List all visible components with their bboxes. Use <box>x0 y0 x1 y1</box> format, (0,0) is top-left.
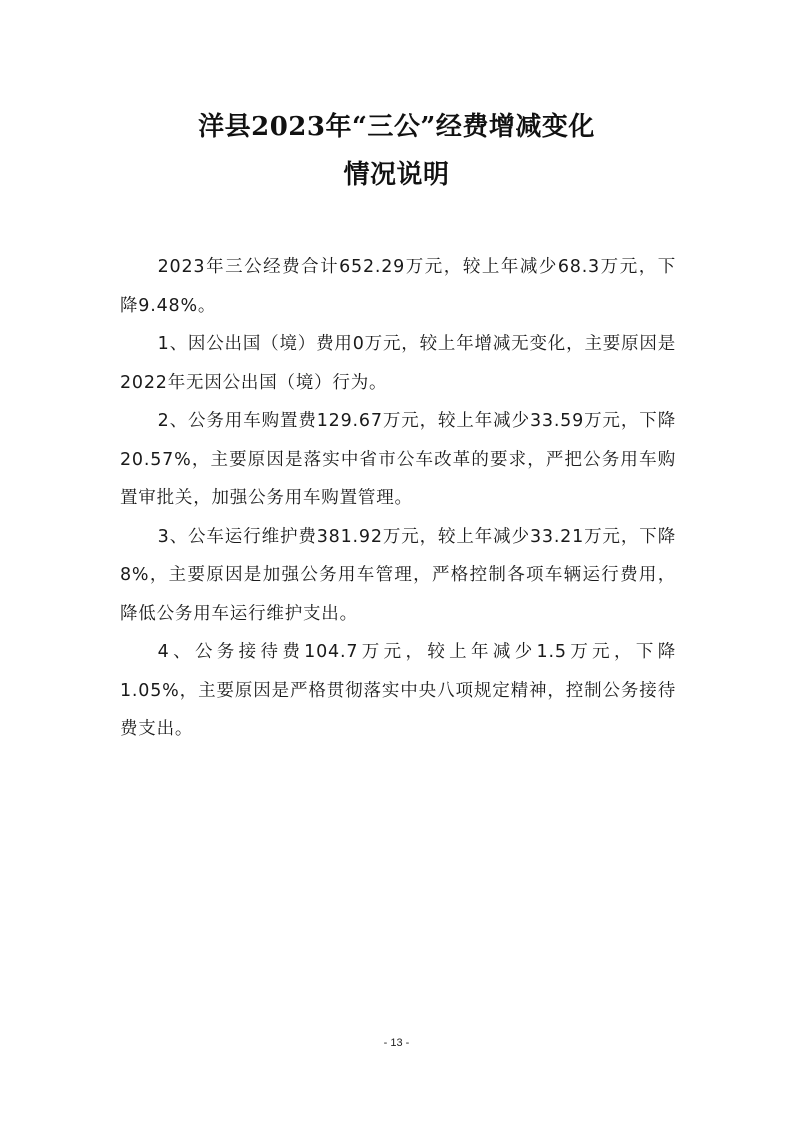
paragraph-overseas-travel: 1、因公出国（境）费用0万元，较上年增减无变化，主要原因是2022年无因公出国（境）行为。 <box>120 334 676 393</box>
paragraph-summary: 2023年三公经费合计652.29万元，较上年减少68.3万元，下降9.48%。 <box>120 257 676 316</box>
page-number: - 13 - <box>383 1037 410 1049</box>
document-body <box>120 248 676 749</box>
paragraph-reception: 4、公务接待费104.7万元，较上年减少1.5万元，下降1.05%，主要原因是严格贯彻落实中央八项规定精神，控制公务接待费支出。 <box>120 642 676 739</box>
document-subtitle: 情况说明 <box>343 160 450 190</box>
paragraph-vehicle-maintenance: 3、公车运行维护费381.92万元，较上年减少33.21万元，下降8%，主要原因是加强公务用车管理，严格控制各项车辆运行费用，降低公务用车运行维护支出。 <box>120 526 676 624</box>
paragraph-vehicle-purchase: 2、公务用车购置费129.67万元，较上年减少33.59万元，下降20.57%，主要原因是落实中省市公车改革的要求，严把公务用车购置审批关，加强公务用车购置管理。 <box>120 411 676 508</box>
document-title: 洋县2023年“三公”经费增减变化 <box>198 112 595 142</box>
